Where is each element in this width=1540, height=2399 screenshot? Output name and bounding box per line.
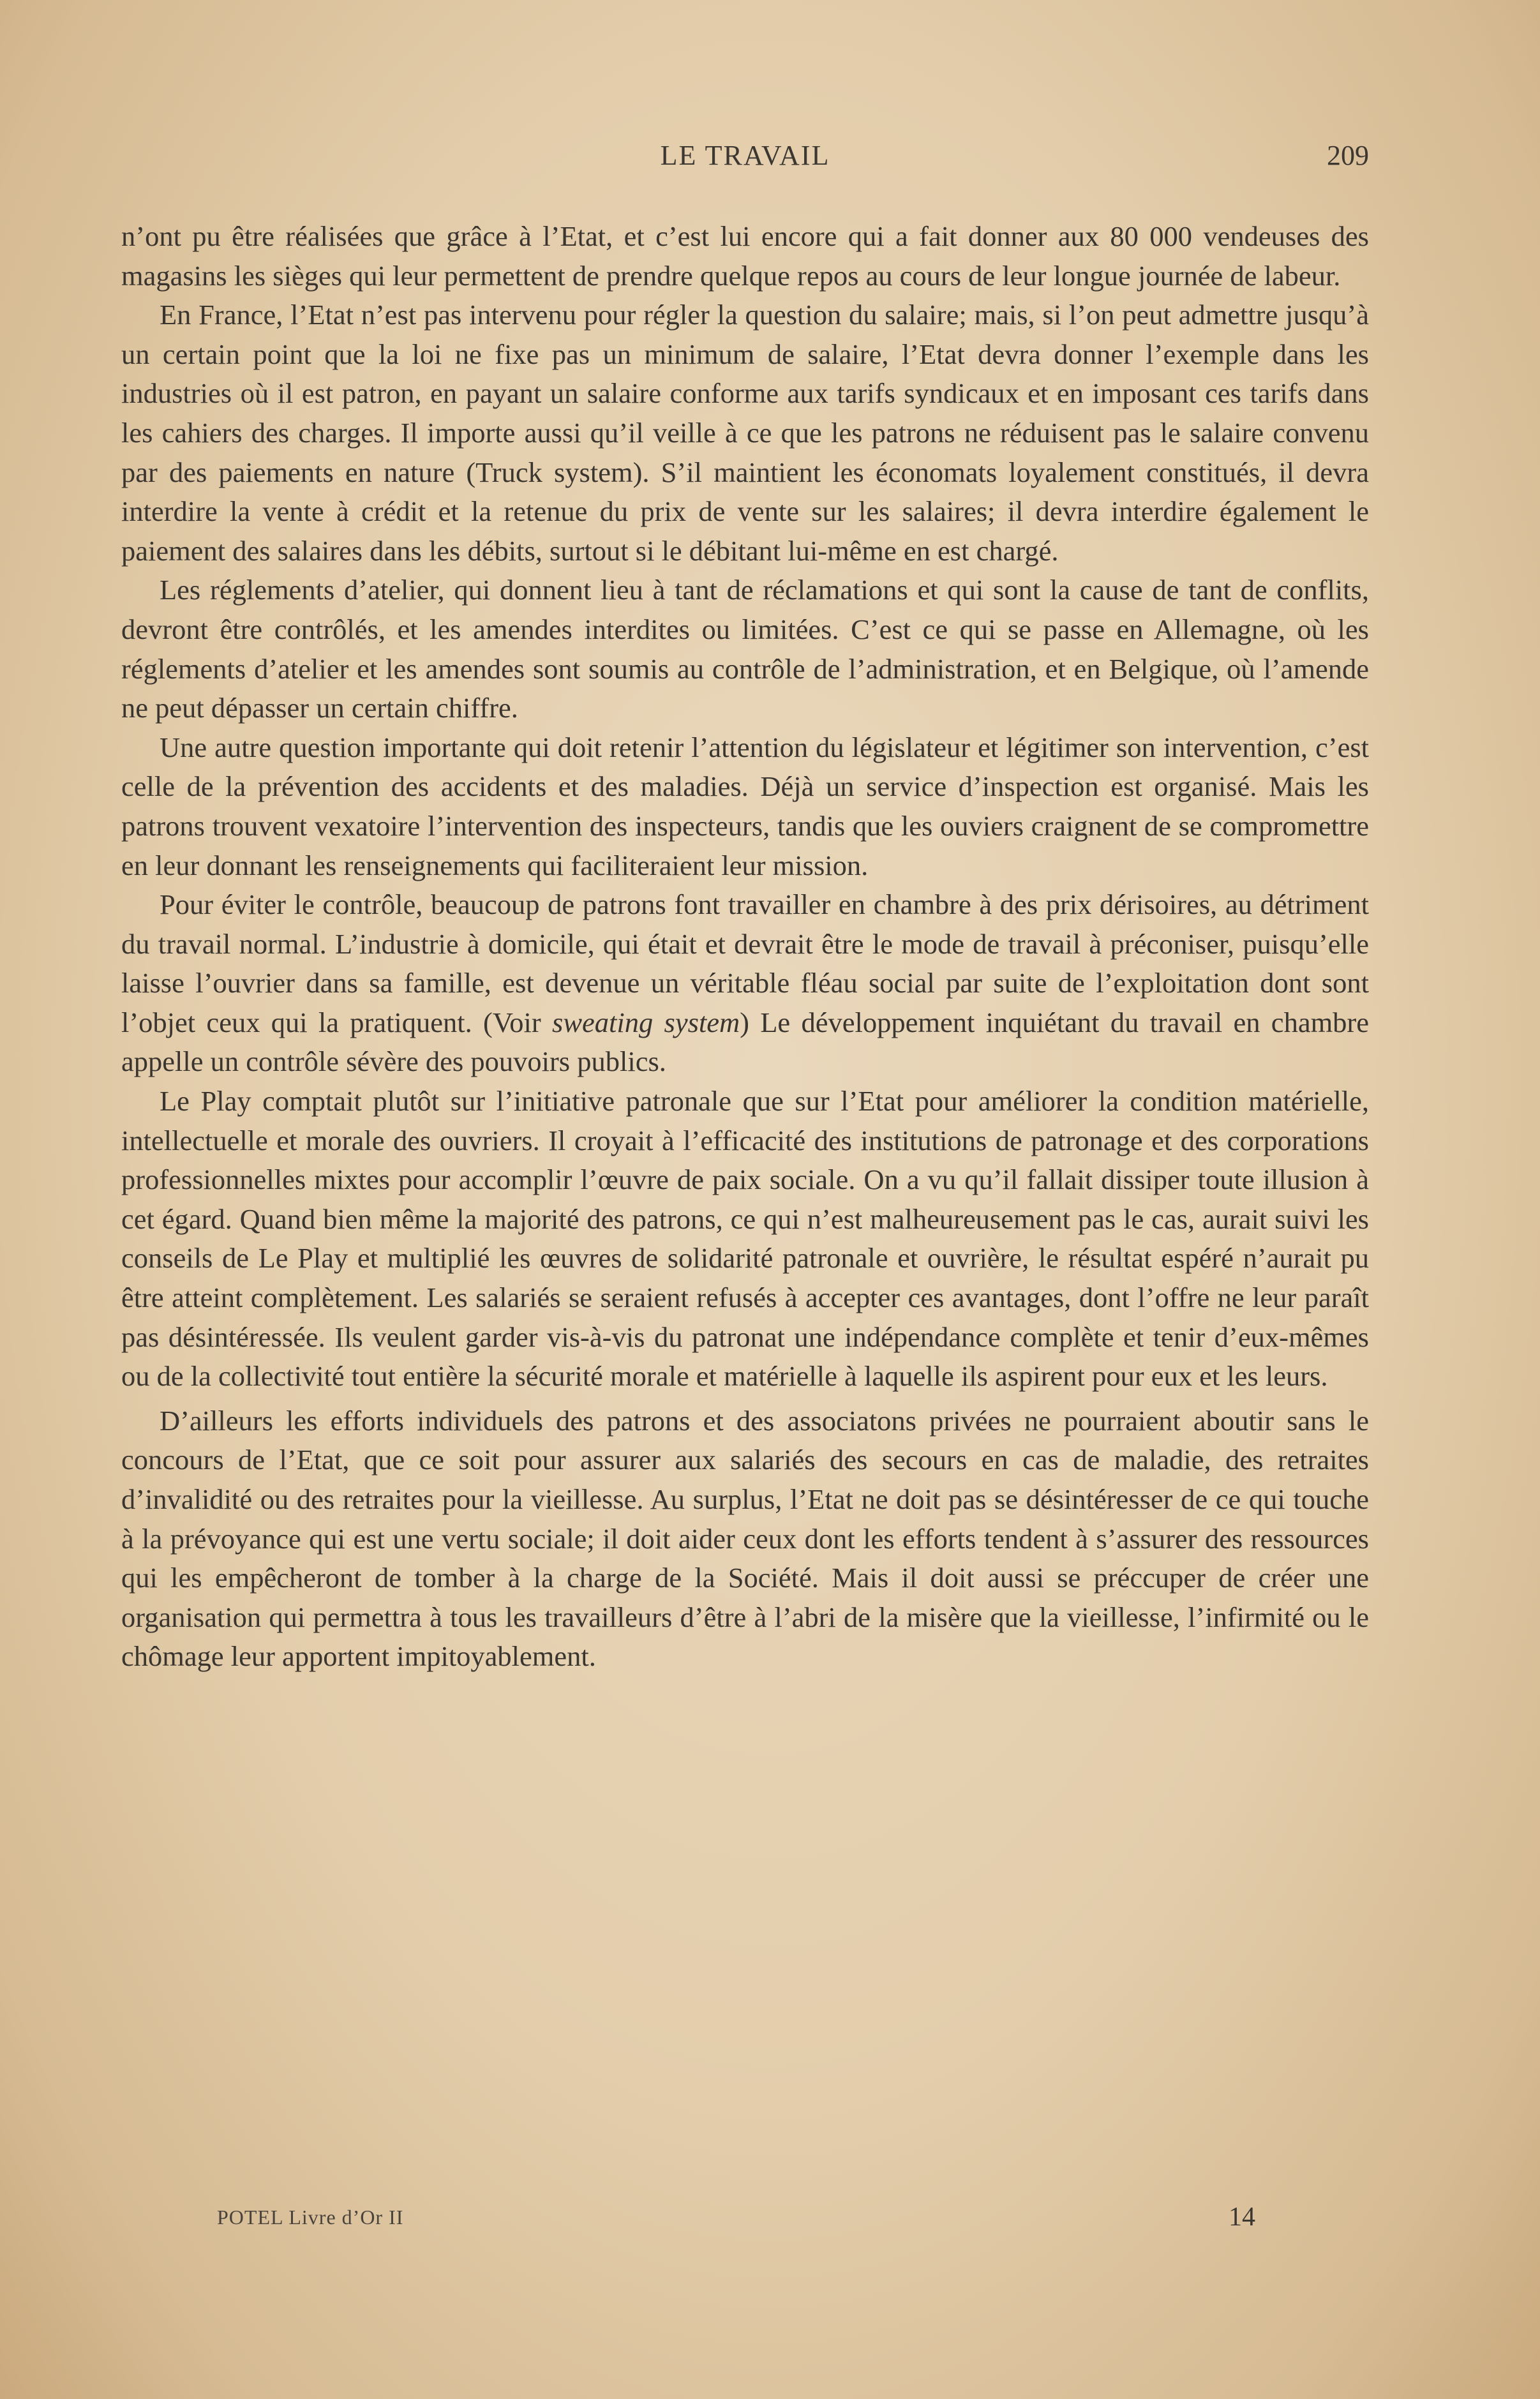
italic-term: sweating system — [552, 1006, 740, 1038]
sheet-number: 14 — [1229, 2202, 1255, 2232]
paragraph — [121, 885, 1369, 1082]
paragraph-text: ) Le développement inquiétant du travail en chambre appelle un contrôle sévère des pouvoirs publics. — [121, 1006, 1369, 1078]
running-header — [121, 139, 1369, 177]
paragraph: D’ailleurs les efforts individuels des patrons et des associatons privées ne pourraient aboutir sans le concours de l’Etat, que ce soit pour assurer aux salariés des secours en cas de maladie, des retraites d’invalidité ou des retraites pour la vieillesse. Au surplus, l’Etat ne doit pas se désintéresser de ce qui touche à la prévoyance qui est une vertu sociale; il doit aider ceux dont les efforts tendent à s’assurer des ressources qui les empêcheront de tomber à la charge de la Société. Mais il doit aussi se préccuper de créer une organisation qui permettra à tous les travailleurs d’être à l’abri de la misère que la vieillesse, l’infirmité ou le chômage leur apportent impitoyablement. — [121, 1404, 1369, 1673]
running-title: LE TRAVAIL — [660, 140, 830, 171]
paragraph: Une autre question importante qui doit retenir l’attention du législateur et légitimer son intervention, c’est celle de la prévention des accidents et des maladies. Déjà un service d’inspection est organisé. Mais les patrons trouvent vexatoire l’intervention des inspecteurs, tandis que les ouviers craignent de se compromettre en leur donnant les renseignements qui faciliteraient leur mission. — [121, 731, 1369, 881]
page-number: 209 — [1327, 140, 1369, 171]
body-text — [121, 217, 1369, 1677]
paragraph: Les réglements d’atelier, qui donnent lieu à tant de réclamations et qui sont la cause de tant de conflits, devront être contrôlés, et les amendes interdites ou limitées. C’est ce qui se passe en Allemagne, où les réglements d’atelier et les amendes sont soumis au contrôle de l’administration, et en Belgique, où l’amende ne peut dépasser un certain chiffre. — [121, 574, 1369, 724]
paragraph-text: Pour éviter le contrôle, beaucoup de patrons font travailler en chambre à des prix dérisoires, au détriment du travail normal. L’industrie à domicile, qui était et devrait être le mode de travail à préconiser, puisqu’elle laisse l’ouvrier dans sa famille, est devenue un véritable fléau social par suite de l’exploitation dont sont l’objet ceux qui la pratiquent. (Voir — [121, 888, 1369, 1038]
page-footer — [121, 2202, 1369, 2244]
signature-mark: POTEL Livre d’Or II — [217, 2206, 404, 2229]
paragraph: n’ont pu être réalisées que grâce à l’Etat, et c’est lui encore qui a fait donner aux 80 000 vendeuses des magasins les sièges qui leur permettent de prendre quelque repos au cours de leur longue journée de labeur. — [121, 220, 1369, 292]
paragraph: Le Play comptait plutôt sur l’initiative patronale que sur l’Etat pour améliorer la condition matérielle, intellectuelle et morale des ouvriers. Il croyait à l’efficacité des institutions de patronage et des corporations professionnelles mixtes pour accomplir l’œuvre de paix sociale. On a vu qu’il fallait dissiper toute illusion à cet égard. Quand bien même la majorité des patrons, ce qui n’est malheureusement pas le cas, aurait suivi les conseils de Le Play et multiplié les œuvres de solidarité patronale et ouvrière, le résultat espéré n’aurait pu être atteint complètement. Les salariés se seraient refusés à accepter ces avantages, dont l’offre ne leur paraît pas désintéressée. Ils veulent garder vis-à-vis du patronat une indépendance complète et tenir d’eux-mêmes ou de la collectivité tout entière la sécurité morale et matérielle à laquelle ils aspirent pour eux et les leurs. — [121, 1085, 1369, 1393]
paragraph: En France, l’Etat n’est pas intervenu pour régler la question du salaire; mais, si l’on peut admettre jusqu’à un certain point que la loi ne fixe pas un minimum de salaire, l’Etat devra donner l’exemple dans les industries où il est patron, en payant un salaire conforme aux tarifs syndicaux et en imposant ces tarifs dans les cahiers des charges. Il importe aussi qu’il veille à ce que les patrons ne réduisent pas le salaire convenu par des paiements en nature (Truck system). S’il maintient les économats loyalement constitués, il devra interdire la vente à crédit et la retenue du prix de vente sur les salaires; il devra interdire également le paiement des salaires dans les débits, surtout si le débitant lui-même en est chargé. — [121, 299, 1369, 567]
